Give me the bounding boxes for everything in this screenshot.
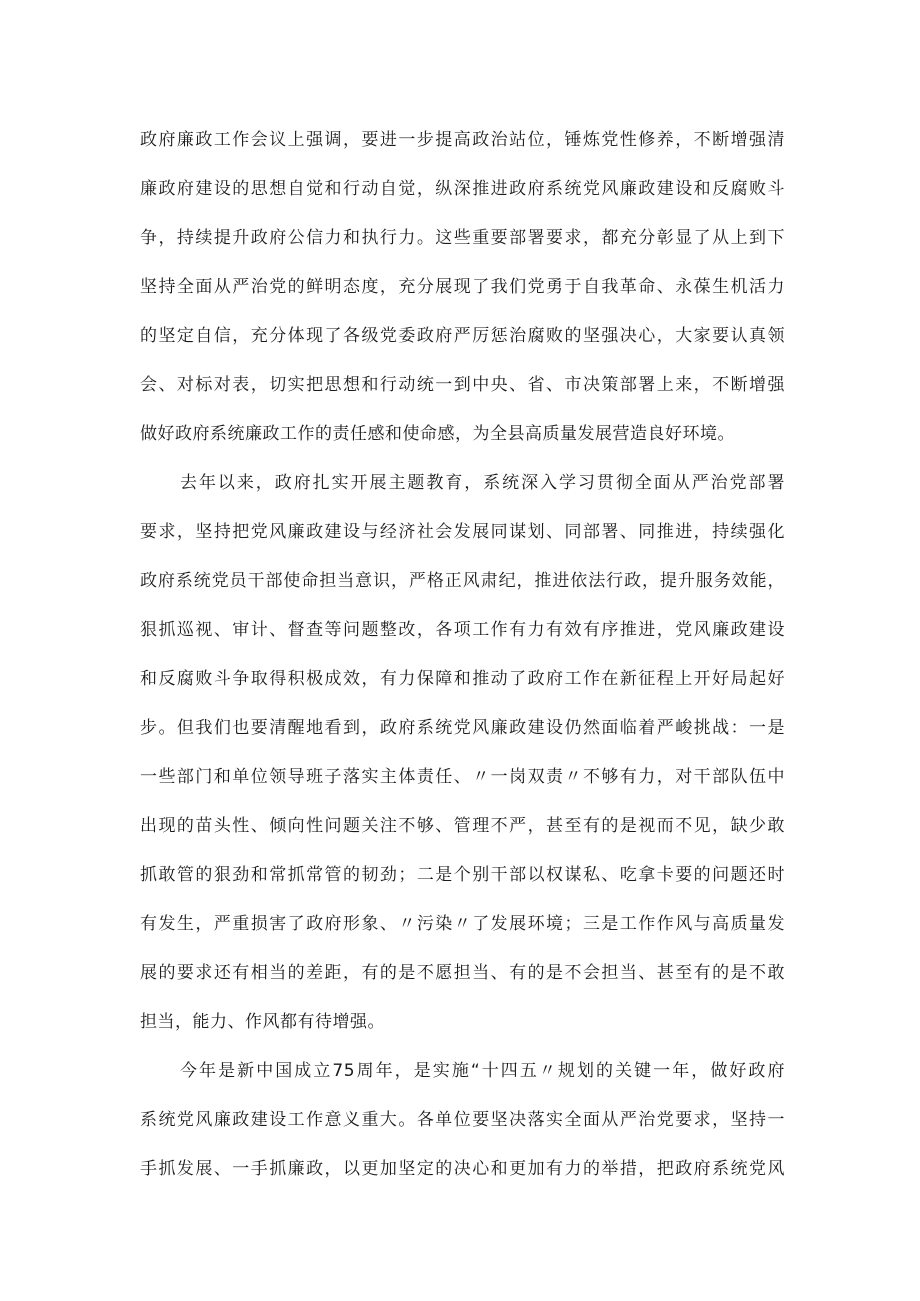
paragraph-3 <box>140 1047 785 1194</box>
text-line: 一些部门和单位领导班子落实主体责任、〃一岗双责〃不够有力，对干部队伍中 <box>140 767 785 787</box>
text-line: 廉政府建设的思想自觉和行动自觉，纵深推进政府系统党风廉政建设和反腐败斗 <box>140 179 785 199</box>
text-line: 手抓发展、一手抓廉政，以更加坚定的决心和更加有力的举措，把政府系统党风 <box>140 1159 785 1179</box>
paragraph-2 <box>140 459 785 1047</box>
text-line: 有发生，严重损害了政府形象、〃污染〃了发展环境；三是工作作风与高质量发 <box>140 914 785 934</box>
text-line: 步。但我们也要清醒地看到，政府系统党风廉政建设仍然面临着严峻挑战：一是 <box>140 718 785 738</box>
text-line: 争，持续提升政府公信力和执行力。这些重要部署要求，都充分彰显了从上到下 <box>140 228 785 248</box>
text-line: 要求，坚持把党风廉政建设与经济社会发展同谋划、同部署、同推进，持续强化 <box>140 522 785 542</box>
text-line: 政府系统党员干部使命担当意识，严格正风肃纪，推进依法行政，提升服务效能， <box>140 571 785 591</box>
text-line: 的坚定自信，充分体现了各级党委政府严厉惩治腐败的坚强决心，大家要认真领 <box>140 326 785 346</box>
text-line: 狠抓巡视、审计、督查等问题整改，各项工作有力有效有序推进，党风廉政建设 <box>140 620 785 640</box>
text-line: 政府廉政工作会议上强调，要进一步提高政治站位，锤炼党性修养，不断增强清 <box>140 130 785 150</box>
paragraph-1 <box>140 116 785 459</box>
text-line: 和反腐败斗争取得积极成效，有力保障和推动了政府工作在新征程上开好局起好 <box>140 669 785 689</box>
text-line: 担当，能力、作风都有待增强。 <box>140 1012 385 1032</box>
text-line: 今年是新中国成立75周年，是实施“十四五〃规划的关键一年，做好政府 <box>180 1061 785 1081</box>
text-line: 出现的苗头性、倾向性问题关注不够、管理不严，甚至有的是视而不见，缺少敢 <box>140 816 785 836</box>
text-line: 抓敢管的狠劲和常抓常管的韧劲；二是个别干部以权谋私、吃拿卡要的问题还时 <box>140 865 785 885</box>
text-line: 会、对标对表，切实把思想和行动统一到中央、省、市决策部署上来，不断增强 <box>140 375 785 395</box>
text-line: 展的要求还有相当的差距，有的是不愿担当、有的是不会担当、甚至有的是不敢 <box>140 963 785 983</box>
text-line: 系统党风廉政建设工作意义重大。各单位要坚决落实全面从严治党要求，坚持一 <box>140 1110 785 1130</box>
text-line: 做好政府系统廉政工作的责任感和使命感，为全县高质量发展营造良好环境。 <box>140 424 735 444</box>
document-body <box>140 116 785 1194</box>
text-line: 去年以来，政府扎实开展主题教育，系统深入学习贯彻全面从严治党部署 <box>180 473 785 493</box>
text-line: 坚持全面从严治党的鲜明态度，充分展现了我们党勇于自我革命、永葆生机活力 <box>140 277 785 297</box>
